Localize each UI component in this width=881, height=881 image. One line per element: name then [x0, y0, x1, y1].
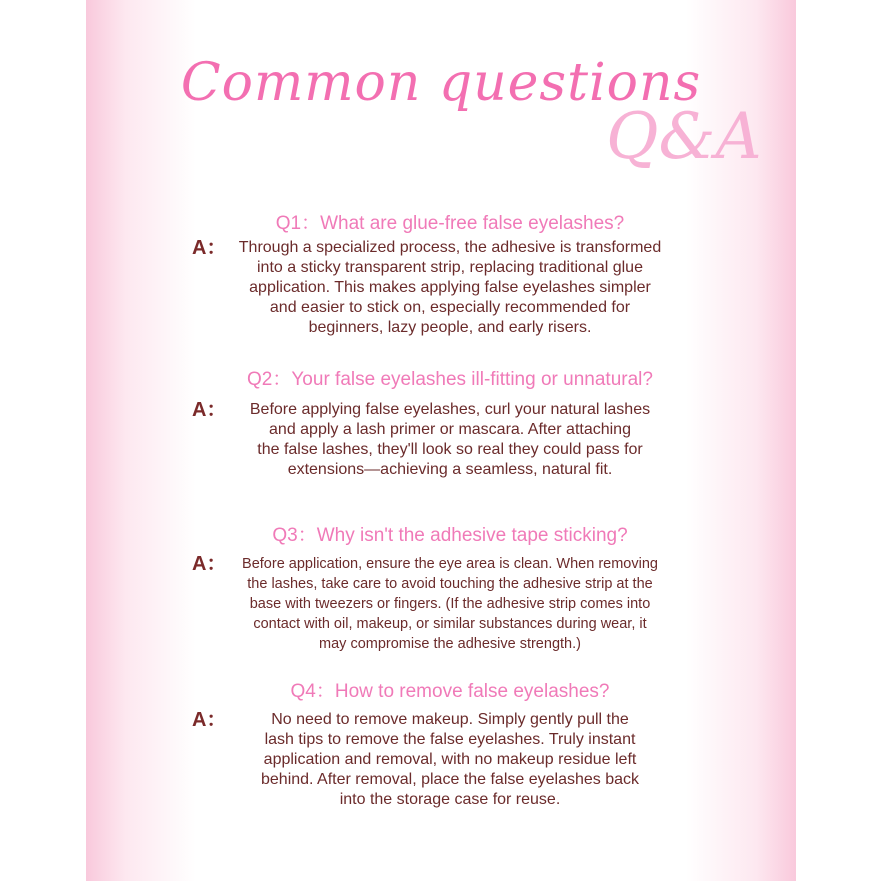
question-text: Q4：How to remove false eyelashes? [290, 681, 610, 702]
answer-text: Through a specialized process, the adhesive is transformed into a sticky transparent strip, replacing traditional glue application. This makes applying false eyelashes simpler and easier to stick on, especially recommended for beginners, lazy people, and early risers. [238, 239, 662, 336]
question-text: Q2：Your false eyelashes ill-fitting or unnatural? [247, 369, 653, 390]
answer-marker: A： [192, 709, 227, 731]
faq-item-2 [86, 368, 796, 480]
answer-marker: A： [192, 237, 227, 259]
faq-card [86, 0, 796, 881]
faq-item-4 [86, 680, 796, 810]
page-title: Common questions [180, 53, 702, 113]
answer-text: No need to remove makeup. Simply gently pull the lash tips to remove the false eyelashes. Truly instant application and removal, with no makeup residue left behind. After removal, place the false eyelashes back into the storage case for reuse. [261, 711, 639, 808]
answer-marker: A： [192, 399, 227, 421]
answer-text: Before applying false eyelashes, curl your natural lashes and apply a lash primer or mascara. After attaching the false lashes, they'll look so real they could pass for extensions—achieving a seamless, natural fit. [249, 401, 651, 478]
answer-text: Before application, ensure the eye area is clean. When removing the lashes, take care to avoid touching the adhesive strip at the base with tweezers or fingers. (If the adhesive strip comes into contact with oil, makeup, or similar substances during wear, it may compromise the adhesive strength.) [242, 556, 658, 652]
question-text: Q1：What are glue-free false eyelashes? [275, 213, 625, 234]
question-text: Q3：Why isn't the adhesive tape sticking? [272, 525, 628, 546]
faq-item-3 [86, 524, 796, 654]
faq-item-1 [86, 212, 796, 338]
page-subtitle: Q&A [606, 100, 762, 174]
answer-marker: A： [192, 553, 227, 575]
